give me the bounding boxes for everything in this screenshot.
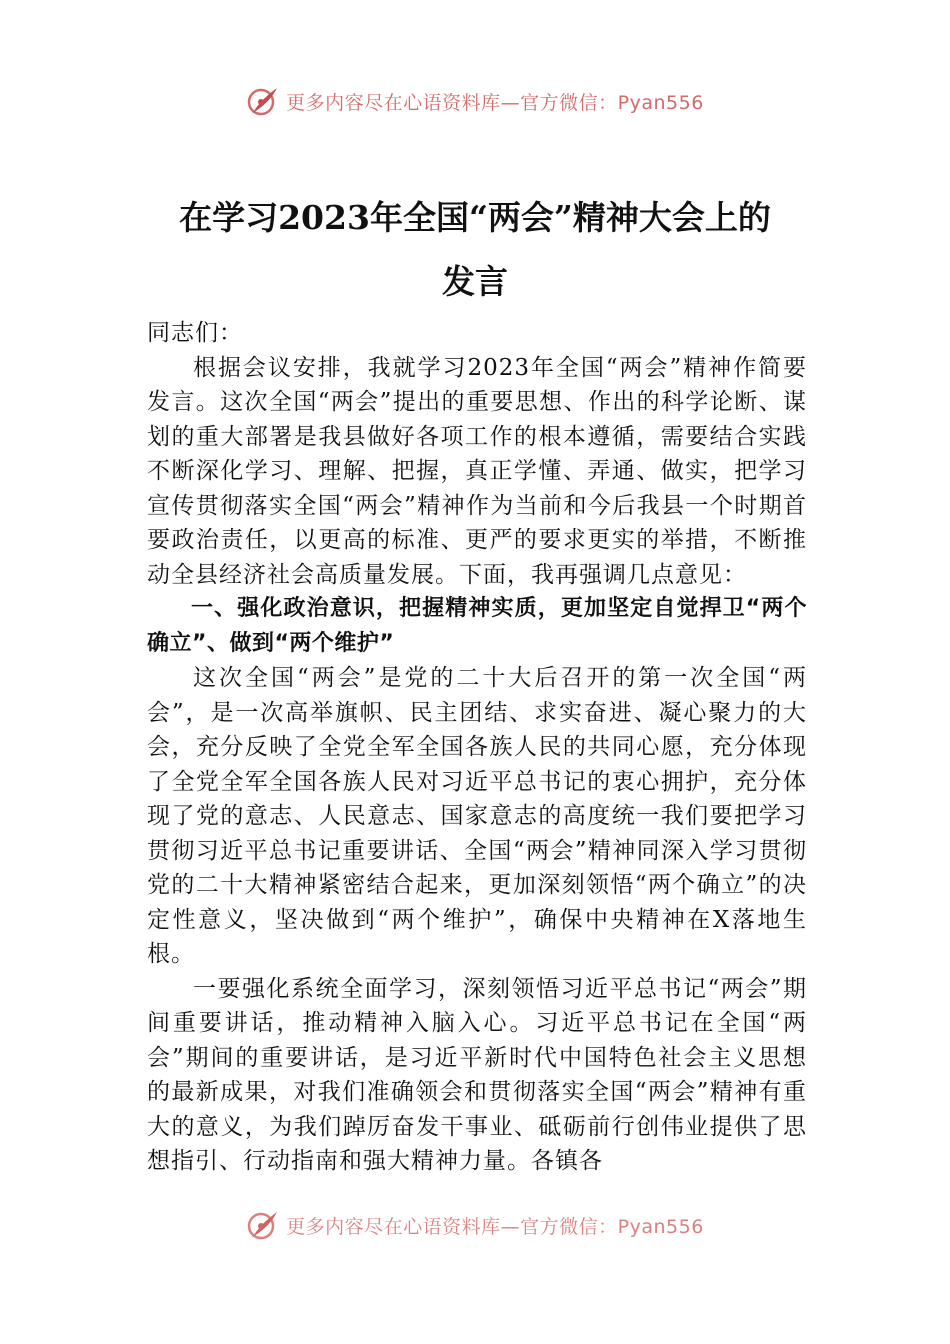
greeting: 同志们： bbox=[147, 320, 243, 346]
paragraph-point-1: 一要强化系统全面学习，深刻领悟习近平总书记“两会”期间重要讲话，推动精神入脑入心。习近平总书记在全国“两会”期间的重要讲话，是习近平新时代中国特色社会主义思想的最新成果，对我们准确领会和贯彻落实全国“两会”精神有重大的意义，为我们踔厉奋发干事业、砥砺前行创伟业提供了思想指引、行动指南和强大精神力量。各镇各 bbox=[147, 975, 807, 1174]
watermark-text: 更多内容尽在心语资料库—官方微信：Pyan556 bbox=[286, 91, 704, 114]
document-body bbox=[147, 316, 807, 1179]
title-line-2: 发言 bbox=[442, 262, 508, 301]
quill-logo-icon bbox=[246, 1208, 280, 1242]
document-title bbox=[100, 186, 850, 314]
watermark-footer bbox=[0, 1208, 950, 1242]
paragraph-intro: 根据会议安排，我就学习2023年全国“两会”精神作简要发言。这次全国“两会”提出的重要思想、作出的科学论断、谋划的重大部署是我县做好各项工作的根本遵循，需要结合实践不断深化学习、理解、把握，真正学懂、弄通、做实，把学习宣传贯彻落实全国“两会”精神作为当前和今后我县一个时期首要政治责任，以更高的标准、更严的要求更实的举措，不断推动全县经济社会高质量发展。下面，我再强调几点意见： bbox=[147, 354, 807, 588]
watermark-text: 更多内容尽在心语资料库—官方微信：Pyan556 bbox=[286, 1215, 704, 1238]
title-line-1: 在学习2023年全国“两会”精神大会上的 bbox=[179, 198, 771, 237]
paragraph-section-1: 这次全国“两会”是党的二十大后召开的第一次全国“两会”，是一次高举旗帜、民主团结、求实奋进、凝心聚力的大会，充分反映了全党全军全国各族人民的共同心愿，充分体现了全党全军全国各族人民对习近平总书记的衷心拥护，充分体现了党的意志、人民意志、国家意志的高度统一我们要把学习贯彻习近平总书记重要讲话、全国“两会”精神同深入学习贯彻党的二十大精神紧密结合起来，更加深刻领悟“两个确立”的决定性意义，坚决做到“两个维护”，确保中央精神在X落地生根。 bbox=[147, 665, 807, 967]
section-heading-1: 一、强化政治意识，把握精神实质，更加坚定自觉捍卫“两个确立”、做到“两个维护” bbox=[147, 596, 807, 656]
